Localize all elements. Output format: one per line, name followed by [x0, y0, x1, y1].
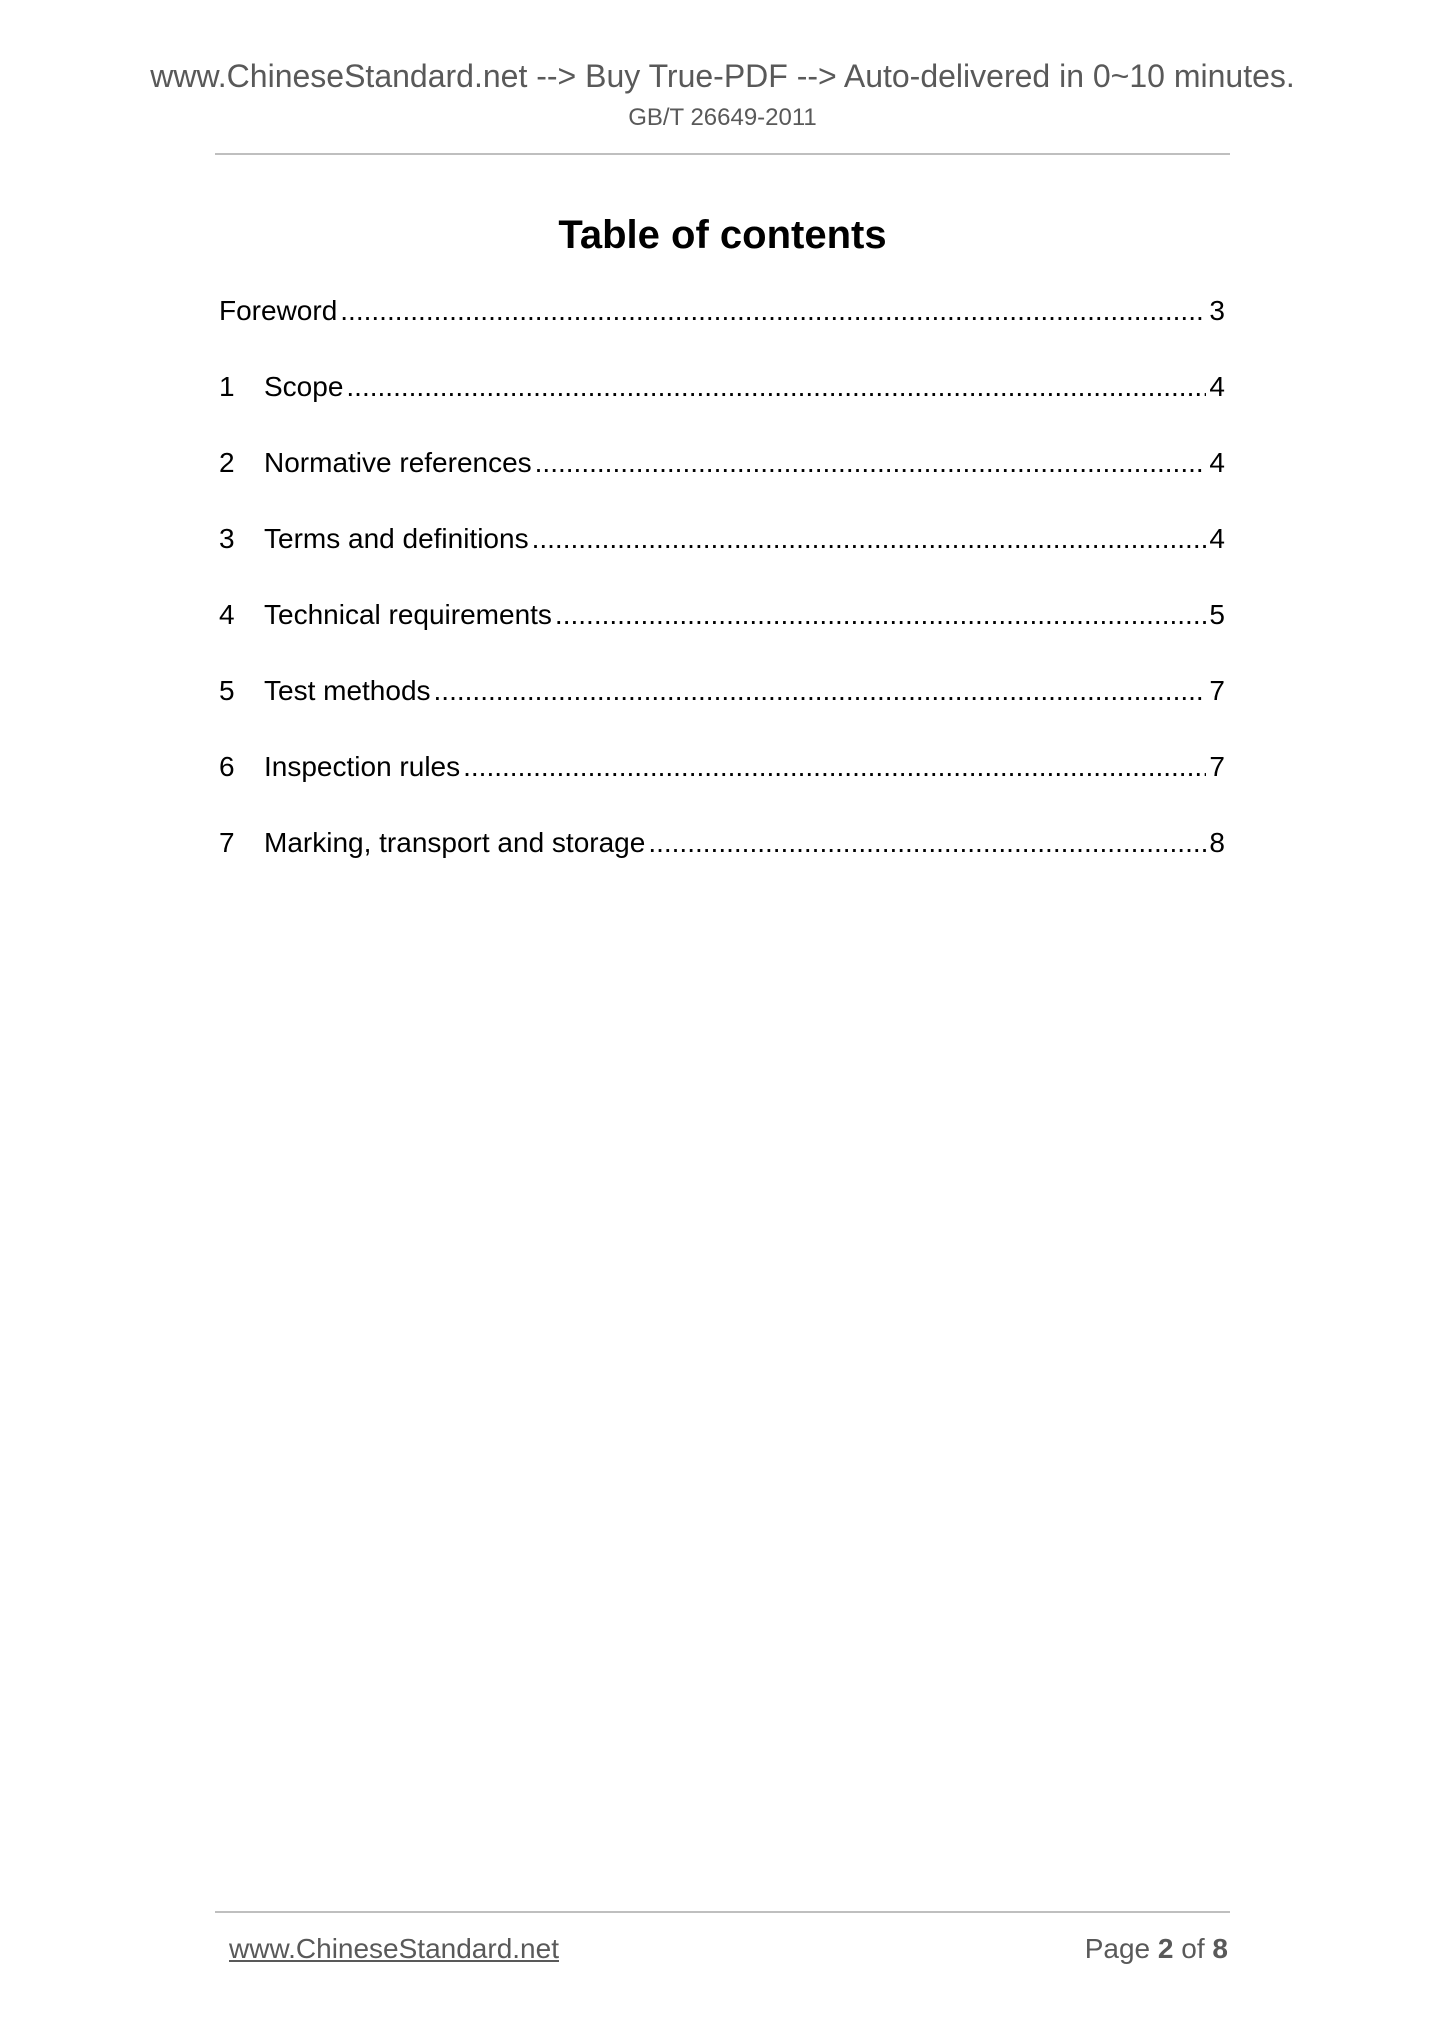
footer-divider [215, 1911, 1230, 1913]
toc-entry-page: 4 [1209, 371, 1225, 402]
toc-entry-page: 4 [1209, 523, 1225, 554]
page-title: Table of contents [558, 213, 887, 257]
page-counter [1085, 1931, 1228, 1967]
toc-entry-label: Marking, transport and storage [264, 827, 646, 858]
header-divider [215, 153, 1230, 155]
toc-entry-marking-transport-storage[interactable] [219, 825, 1225, 901]
toc-dot-leader [648, 825, 1206, 861]
toc-entry-page: 3 [1209, 295, 1225, 326]
toc-dot-leader [532, 521, 1207, 557]
toc-entry-page: 7 [1209, 675, 1225, 706]
toc-entry-test-methods[interactable] [219, 673, 1225, 749]
toc-entry-label: Inspection rules [264, 751, 461, 782]
toc-entry-inspection-rules[interactable] [219, 749, 1225, 825]
toc-entry-number: 6 [219, 751, 235, 782]
toc-dot-leader [346, 369, 1206, 405]
current-page: 2 [1157, 1933, 1174, 1964]
toc-entry-label: Terms and definitions [264, 523, 529, 554]
toc-entry-foreword[interactable] [219, 293, 1225, 369]
site-banner: www.ChineseStandard.net --> Buy True-PDF --> Auto-delivered in 0~10 minutes. [150, 58, 1295, 94]
toc-entry-label: Test methods [264, 675, 431, 706]
toc-entry-normative-references[interactable] [219, 445, 1225, 521]
toc-entry-label: Scope [264, 371, 344, 402]
standard-code: GB/T 26649-2011 [628, 104, 817, 131]
toc-entry-label: Normative references [264, 447, 532, 478]
toc-dot-leader [434, 673, 1207, 709]
toc-entry-technical-requirements[interactable] [219, 597, 1225, 673]
toc-dot-leader [555, 597, 1207, 633]
toc-entry-number: 7 [219, 827, 235, 858]
toc-entry-page: 5 [1209, 599, 1225, 630]
toc-entry-terms-and-definitions[interactable] [219, 521, 1225, 597]
toc-entry-label: Technical requirements [264, 599, 552, 630]
toc-entry-page: 8 [1209, 827, 1225, 858]
page-of: of [1181, 1933, 1205, 1964]
toc-dot-leader [340, 293, 1206, 329]
toc-entry-scope[interactable] [219, 369, 1225, 445]
toc-entry-page: 4 [1209, 447, 1225, 478]
toc-list [219, 293, 1225, 901]
footer-site-link[interactable]: www.ChineseStandard.net [229, 1933, 559, 1964]
toc-entry-number: 5 [219, 675, 235, 706]
toc-entry-number: 1 [219, 371, 235, 402]
toc-dot-leader [463, 749, 1206, 785]
toc-entry-number: 3 [219, 523, 235, 554]
toc-entry-number: 4 [219, 599, 235, 630]
toc-entry-page: 7 [1209, 751, 1225, 782]
toc-entry-label: Foreword [219, 295, 338, 326]
page-prefix: Page [1084, 1933, 1151, 1964]
total-pages: 8 [1212, 1933, 1228, 1964]
toc-entry-number: 2 [219, 447, 235, 478]
toc-dot-leader [535, 445, 1207, 481]
